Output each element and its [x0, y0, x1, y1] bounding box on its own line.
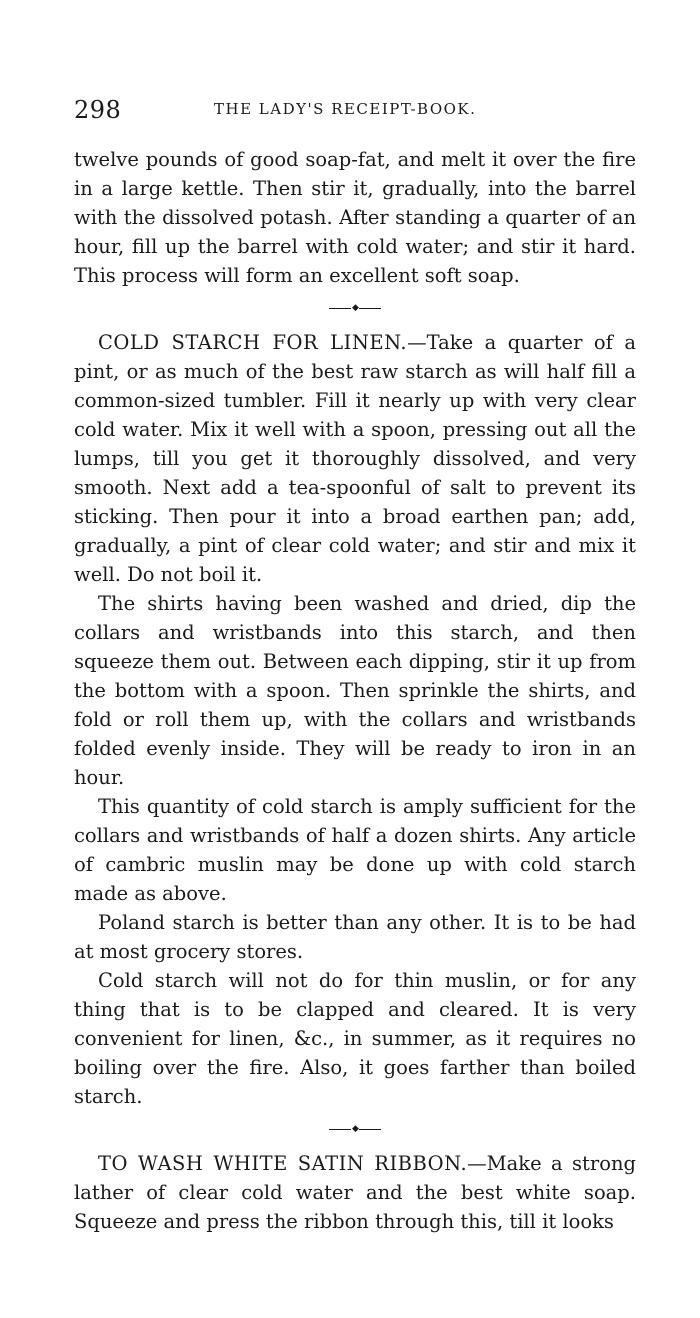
paragraph-text: Poland starch is better than any other. It is to be had at most grocery stores. [74, 911, 636, 963]
paragraph-shirts [74, 589, 636, 792]
paragraph-text: Cold starch will not do for thin muslin, or for any thing that is to be clapped and cleared. It is very convenient for linen, &c., in summer, as it requires no boiling over the fire. Also, it goes farther than boiled starch. [74, 969, 636, 1108]
running-title: THE LADY'S RECEIPT-BOOK. [214, 100, 477, 118]
paragraph-text: The shirts having been washed and dried, dip the collars and wristbands into this starch, and then squeeze them out. Between each dipping, stir it up from the bottom with a spoon. Then sprinkle the shirts, and fold or roll them up, with the collars and wristbands folded evenly inside. They will be ready to iron in an hour. [74, 592, 636, 789]
paragraph-thin-muslin [74, 966, 636, 1111]
paragraph-quantity [74, 792, 636, 908]
section-divider: ◆ [74, 1115, 636, 1143]
page-number: 298 [74, 96, 122, 124]
paragraph-text: —Make a strong lather of clear cold water and the best white soap. Squeeze and press the ribbon through this, till it looks [74, 1152, 636, 1233]
paragraph-text: twelve pounds of good soap-fat, and melt it over the fire in a large kettle. Then stir it, gradually, into the barrel with the dissolved potash. After standing a quarter of an hour, fill up the barrel with cold water; and stir it hard. This process will form an excellent soft soap. [74, 148, 636, 287]
paragraph-poland-starch [74, 908, 636, 966]
recipe-heading: COLD STARCH FOR LINEN. [98, 331, 408, 354]
section-divider: ◆ [74, 294, 636, 322]
recipe-heading: TO WASH WHITE SATIN RIBBON. [98, 1152, 468, 1175]
paragraph-text: This quantity of cold starch is amply sufficient for the collars and wristbands of half a dozen shirts. Any article of cambric muslin may be done up with cold starch made as above. [74, 795, 636, 905]
recipe-cold-starch [74, 328, 636, 589]
paragraph-soft-soap-end [74, 145, 636, 290]
page-body [74, 145, 636, 1236]
page-header [74, 96, 636, 126]
paragraph-text: —Take a quarter of a pint, or as much of the best raw starch as will half fill a common-sized tumbler. Fill it nearly up with very clear cold water. Mix it well with a spoon, pressing out all the lumps, till you get it thoroughly dissolved, and very smooth. Next add a tea-spoonful of salt to prevent its sticking. Then pour it into a broad earthen pan; add, gradually, a pint of clear cold water; and stir and mix it well. Do not boil it. [74, 331, 636, 586]
recipe-satin-ribbon [74, 1149, 636, 1236]
